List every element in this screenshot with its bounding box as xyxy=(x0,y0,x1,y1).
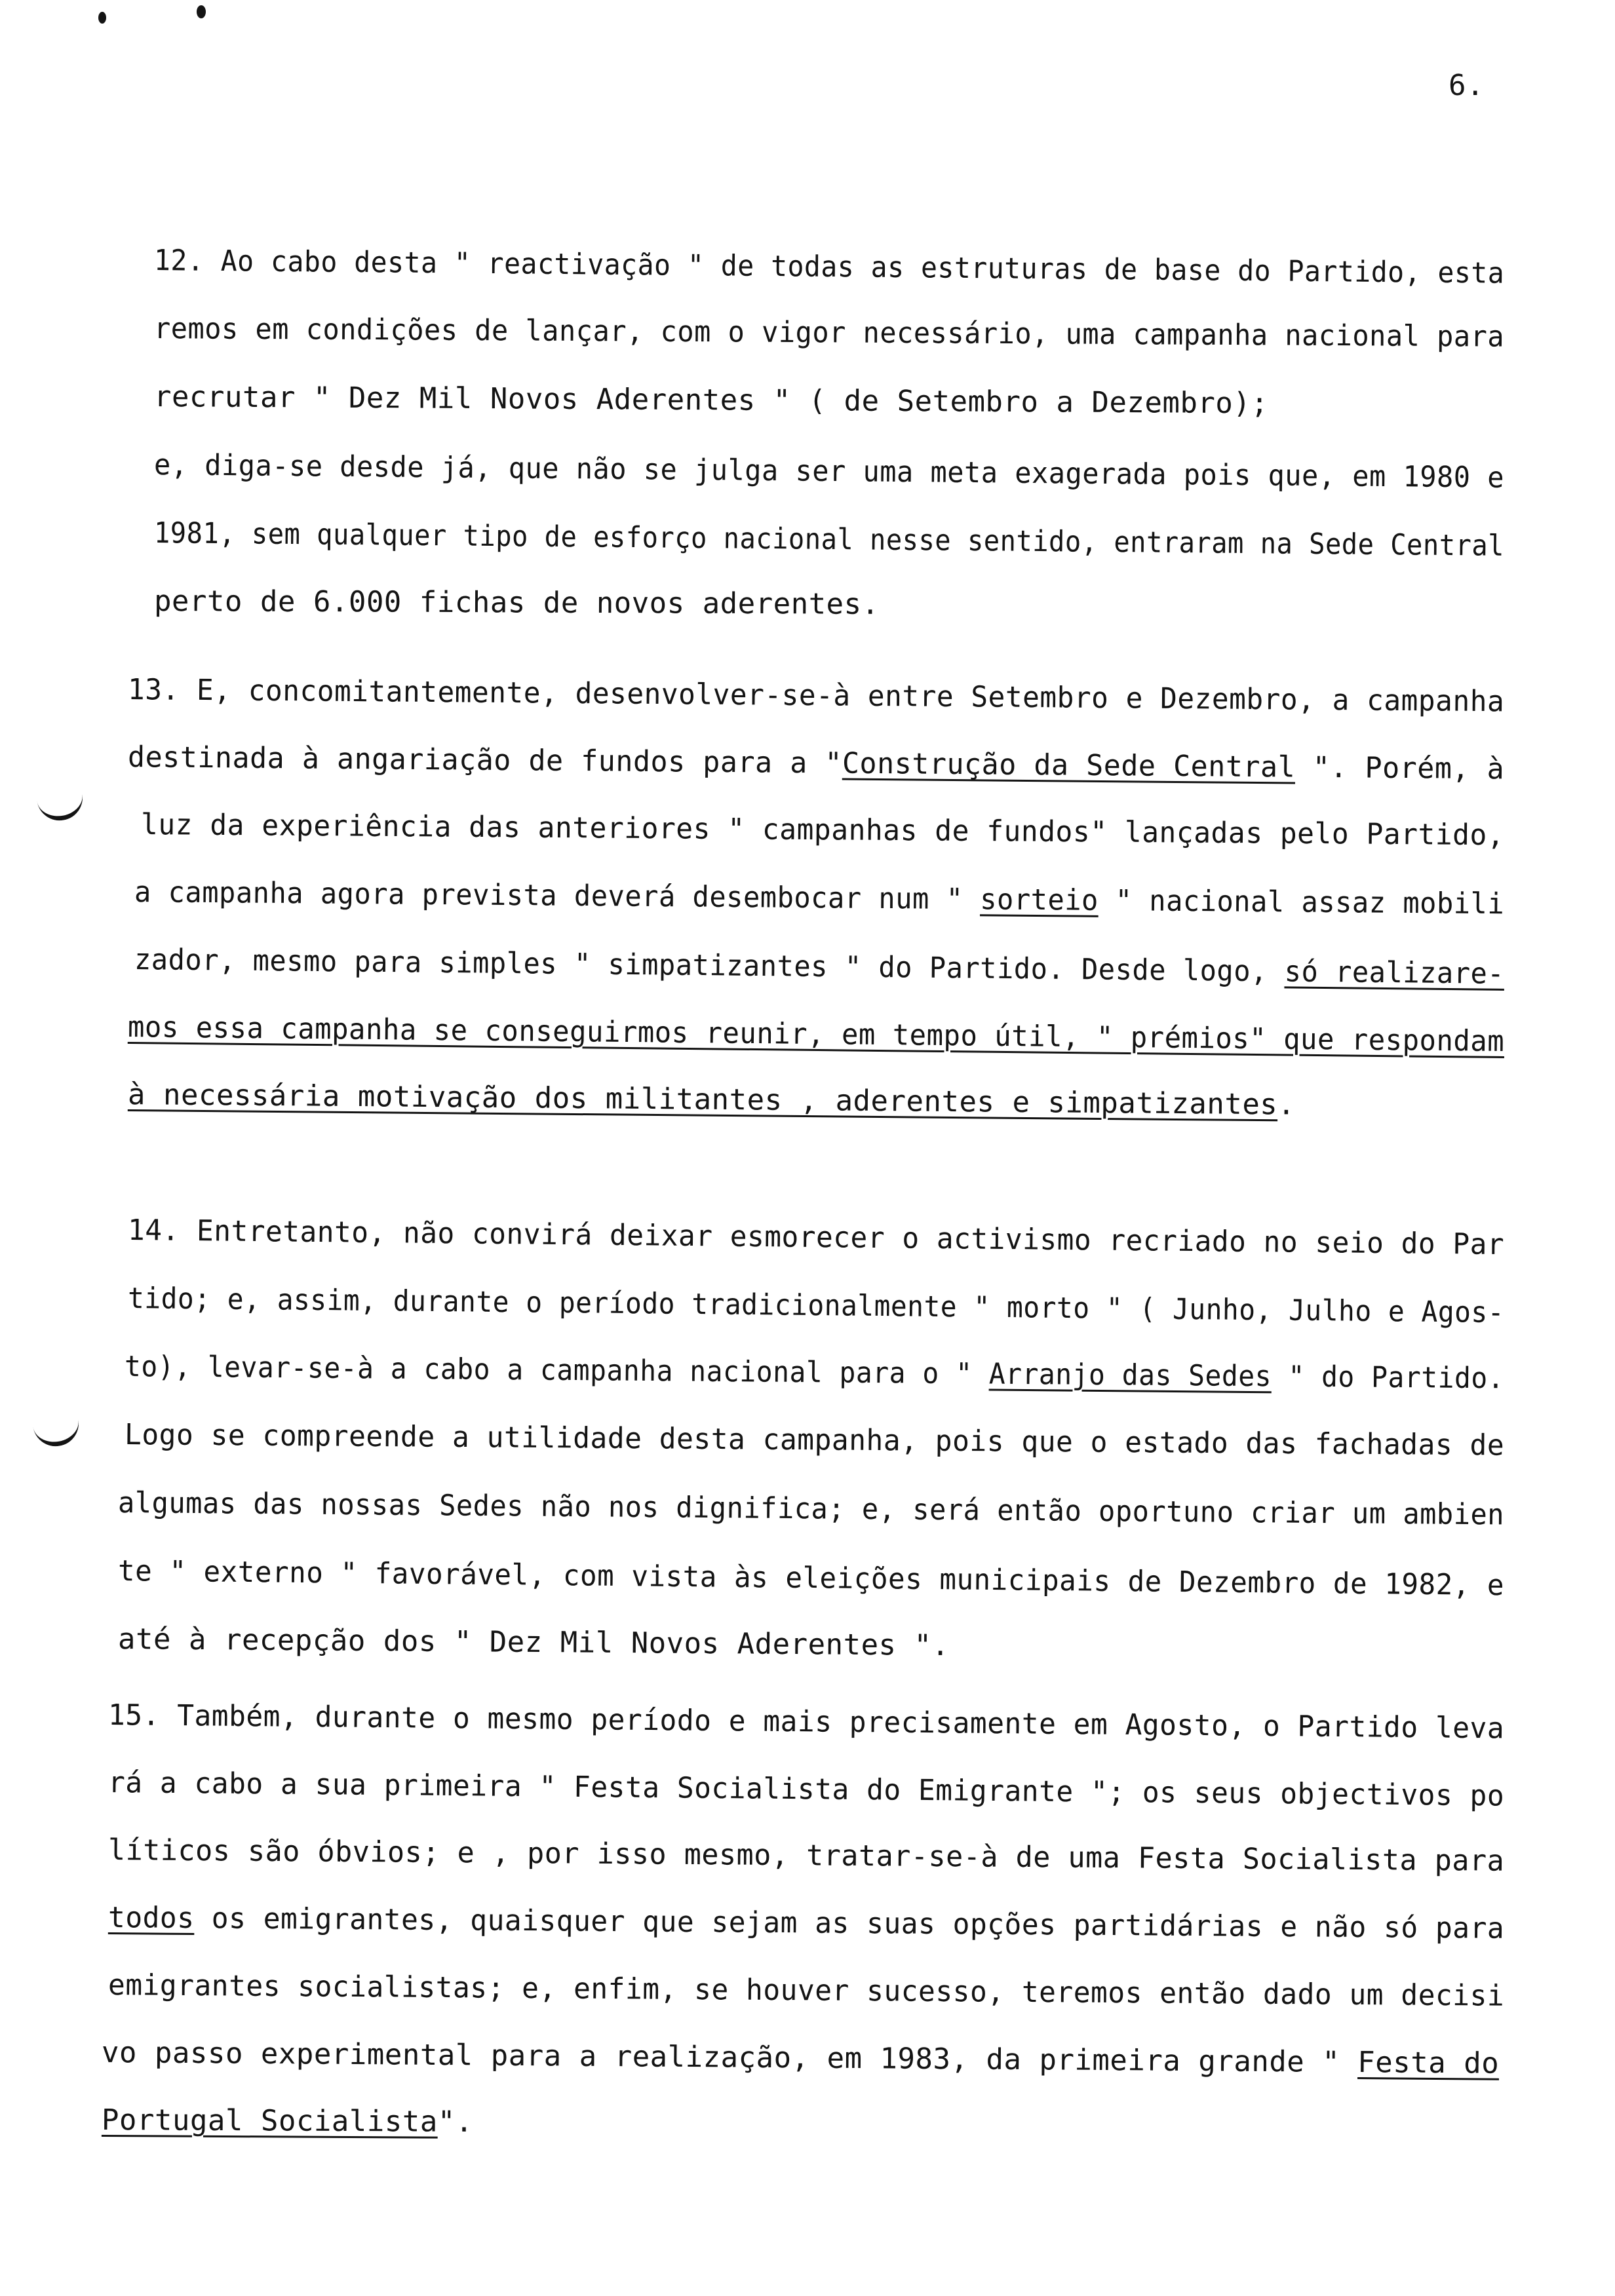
text-segment: e, diga-se desde já, que não se julga ser uma meta exagerada pois que, em 1980 e xyxy=(153,448,1505,495)
text-segment: zador, mesmo para simples " simpatizantes " do Partido. Desde logo, xyxy=(134,943,1285,989)
margin-mark xyxy=(31,1411,82,1449)
text-segment: 14. Entretanto, não convirá deixar esmorecer o activismo recriado no seio do Par xyxy=(127,1214,1505,1261)
text-segment: destinada à angariação de fundos para a " xyxy=(127,740,843,780)
text-line xyxy=(128,672,1505,720)
underlined-text: Portugal Socialista xyxy=(101,2103,438,2139)
text-line xyxy=(118,1553,1505,1604)
text-line xyxy=(154,447,1505,497)
text-line xyxy=(125,1349,1505,1397)
underlined-text: Festa do xyxy=(1357,2046,1500,2080)
text-segment: líticos são óbvios; e , por isso mesmo, tratar-se-à de uma Festa Socialista para xyxy=(107,1833,1505,1878)
text-line xyxy=(118,1485,1505,1533)
text-segment: vo passo experimental para a realização, em 1983, da primeira grande " xyxy=(101,2036,1358,2080)
text-segment: 15. Também, durante o mesmo período e mais precisamente em Agosto, o Partido leva xyxy=(107,1698,1505,1746)
text-segment: recrutar " Dez Mil Novos Aderentes " ( de Setembro a Dezembro); xyxy=(153,380,1269,421)
text-segment: ". xyxy=(437,2105,473,2139)
text-segment: perto de 6.000 fichas de novos aderentes. xyxy=(153,584,880,621)
text-segment: remos em condições de lançar, com o vigor necessário, uma campanha nacional para xyxy=(153,312,1505,354)
text-segment: . xyxy=(1277,1088,1296,1122)
text-segment: 13. E, concomitantemente, desenvolver-se-à entre Setembro e Dezembro, a campanha xyxy=(127,673,1505,719)
text-line xyxy=(154,311,1504,356)
text-segment: rá a cabo a sua primeira " Festa Socialista do Emigrante "; os seus objectivos po xyxy=(107,1766,1505,1813)
text-line xyxy=(118,1621,950,1664)
text-line xyxy=(134,874,1505,923)
scan-speck xyxy=(98,12,106,24)
underlined-text: mos essa campanha se conseguirmos reunir, em tempo útil, " prémios" que respondam xyxy=(127,1010,1505,1058)
text-line xyxy=(128,739,1505,788)
text-segment: te " externo " favorável, com vista às eleições municipais de Dezembro de 1982, e xyxy=(117,1554,1505,1603)
text-segment: os emigrantes, quaisquer que sejam as suas opções partidárias e não só para xyxy=(194,1902,1505,1945)
text-line xyxy=(154,379,1269,422)
underlined-text: à necessária motivação dos militantes , aderentes e simpatizantes xyxy=(127,1078,1278,1122)
text-line xyxy=(128,1212,1505,1263)
margin-mark xyxy=(35,786,86,824)
text-line xyxy=(134,942,1505,993)
text-line xyxy=(108,1967,1505,2015)
text-line xyxy=(108,1900,1505,1947)
text-line xyxy=(154,515,1505,565)
page-number: 6. xyxy=(1449,69,1485,102)
underlined-text: Arranjo das Sedes xyxy=(988,1357,1272,1394)
text-line xyxy=(108,1832,1505,1880)
text-line xyxy=(108,1697,1505,1747)
text-segment: " do Partido. xyxy=(1271,1360,1505,1396)
text-line xyxy=(128,1009,1505,1060)
text-segment: 12. Ao cabo desta " reactivação " de todas as estruturas de base do Partido, esta xyxy=(153,244,1505,290)
text-segment: algumas das nossas Sedes não nos dignifica; e, será então oportuno criar um ambien xyxy=(117,1486,1505,1532)
underlined-text: só realizare- xyxy=(1284,955,1505,991)
text-segment: ". Porém, à xyxy=(1294,750,1505,786)
text-line xyxy=(141,807,1505,854)
underlined-text: sorteio xyxy=(980,883,1099,917)
text-line xyxy=(128,1280,1505,1331)
text-line xyxy=(154,583,880,623)
text-segment: Logo se compreende a utilidade desta campanha, pois que o estado das fachadas de xyxy=(124,1418,1505,1463)
text-line xyxy=(154,242,1505,292)
text-segment: emigrantes socialistas; e, enfim, se houver sucesso, teremos então dado um decisi xyxy=(107,1968,1505,2013)
text-segment: luz da experiência das anteriores " campanhas de fundos" lançadas pelo Partido, xyxy=(140,808,1505,852)
scan-speck xyxy=(197,5,206,18)
text-line xyxy=(102,2035,1500,2082)
text-line xyxy=(108,1765,1505,1814)
text-line xyxy=(128,1077,1296,1124)
text-line xyxy=(102,2102,473,2141)
text-segment: " nacional assaz mobili xyxy=(1098,883,1505,921)
underlined-text: todos xyxy=(107,1901,195,1936)
text-line xyxy=(125,1417,1505,1464)
text-segment: 1981, sem qualquer tipo de esforço nacional nesse sentido, entraram na Sede Central xyxy=(153,516,1505,563)
text-segment: tido; e, assim, durante o período tradicionalmente " morto " ( Junho, Julho e Agos- xyxy=(127,1282,1505,1330)
underlined-text: Construção da Sede Central xyxy=(842,746,1296,784)
text-segment: até à recepção dos " Dez Mil Novos Aderentes ". xyxy=(117,1622,950,1662)
text-segment: to), levar-se-à a cabo a campanha nacional para o " xyxy=(124,1350,990,1391)
text-segment: a campanha agora prevista deverá desembocar num " xyxy=(134,875,981,917)
